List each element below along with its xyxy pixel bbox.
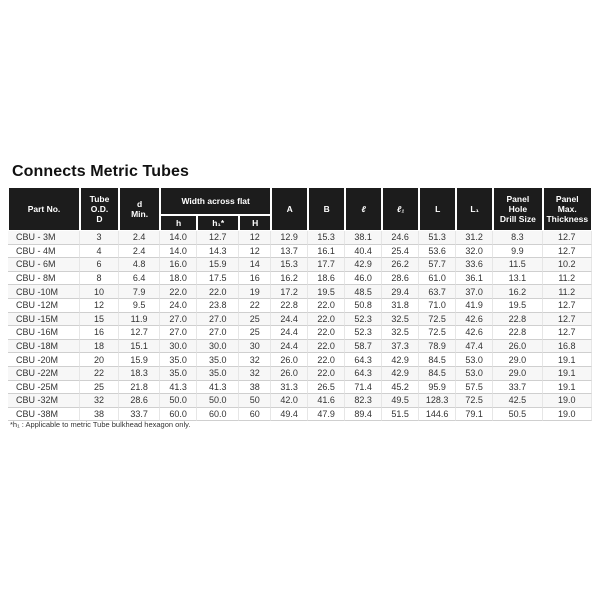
- cell-d-min: 18.3: [119, 367, 160, 381]
- cell-big-l: 61.0: [419, 272, 456, 286]
- cell-big-l: 95.9: [419, 381, 456, 395]
- header-tube-od: [80, 187, 119, 231]
- cell-l: 64.3: [345, 367, 382, 381]
- table-row: [8, 299, 592, 313]
- cell-tube-od: 22: [80, 367, 119, 381]
- table-row: [8, 258, 592, 272]
- cell-panel-hole: 29.0: [493, 353, 542, 367]
- cell-h1: 17.5: [197, 272, 239, 286]
- cell-l1: 28.6: [382, 272, 419, 286]
- cell-h: 14.0: [160, 245, 197, 259]
- cell-big-h: 38: [239, 381, 271, 395]
- cell-panel-hole: 22.8: [493, 313, 542, 327]
- cell-big-h: 50: [239, 394, 271, 408]
- cell-part-no: CBU - 3M: [8, 231, 80, 245]
- cell-d-min: 28.6: [119, 394, 160, 408]
- cell-h: 18.0: [160, 272, 197, 286]
- cell-panel-max: 16.8: [543, 340, 592, 354]
- cell-tube-od: 20: [80, 353, 119, 367]
- cell-h: 35.0: [160, 353, 197, 367]
- cell-b: 19.5: [308, 285, 345, 299]
- cell-b: 16.1: [308, 245, 345, 259]
- cell-big-l1: 33.6: [456, 258, 493, 272]
- cell-big-l: 71.0: [419, 299, 456, 313]
- cell-a: 24.4: [271, 326, 308, 340]
- cell-l: 42.9: [345, 258, 382, 272]
- cell-big-l1: 41.9: [456, 299, 493, 313]
- cell-panel-max: 12.7: [543, 313, 592, 327]
- table-row: [8, 381, 592, 395]
- cell-big-l1: 57.5: [456, 381, 493, 395]
- cell-part-no: CBU -18M: [8, 340, 80, 354]
- cell-tube-od: 15: [80, 313, 119, 327]
- cell-part-no: CBU -16M: [8, 326, 80, 340]
- table-body: [8, 231, 592, 421]
- cell-h1: 15.9: [197, 258, 239, 272]
- cell-big-l: 78.9: [419, 340, 456, 354]
- cell-l: 52.3: [345, 326, 382, 340]
- table-row: [8, 272, 592, 286]
- cell-d-min: 2.4: [119, 245, 160, 259]
- cell-l: 40.4: [345, 245, 382, 259]
- cell-part-no: CBU -22M: [8, 367, 80, 381]
- cell-panel-max: 19.1: [543, 367, 592, 381]
- header-h: h: [160, 215, 197, 231]
- header-l1: ℓ₁: [382, 187, 419, 231]
- cell-big-l: 51.3: [419, 231, 456, 245]
- cell-l: 52.3: [345, 313, 382, 327]
- cell-big-l: 72.5: [419, 313, 456, 327]
- table-row: [8, 353, 592, 367]
- cell-l1: 42.9: [382, 353, 419, 367]
- cell-d-min: 11.9: [119, 313, 160, 327]
- cell-big-l: 144.6: [419, 408, 456, 422]
- cell-b: 22.0: [308, 340, 345, 354]
- cell-part-no: CBU -12M: [8, 299, 80, 313]
- cell-h: 16.0: [160, 258, 197, 272]
- cell-h1: 23.8: [197, 299, 239, 313]
- cell-h1: 50.0: [197, 394, 239, 408]
- cell-b: 22.0: [308, 326, 345, 340]
- cell-panel-hole: 11.5: [493, 258, 542, 272]
- cell-a: 17.2: [271, 285, 308, 299]
- header-panel-max-line2: Max.: [557, 204, 577, 214]
- cell-b: 26.5: [308, 381, 345, 395]
- cell-big-l1: 31.2: [456, 231, 493, 245]
- cell-l1: 49.5: [382, 394, 419, 408]
- cell-tube-od: 25: [80, 381, 119, 395]
- cell-panel-max: 12.7: [543, 326, 592, 340]
- cell-b: 18.6: [308, 272, 345, 286]
- cell-d-min: 15.1: [119, 340, 160, 354]
- table-row: [8, 231, 592, 245]
- cell-d-min: 9.5: [119, 299, 160, 313]
- cell-a: 49.4: [271, 408, 308, 422]
- header-panel-max-line3: Thickness: [546, 214, 589, 224]
- cell-d-min: 2.4: [119, 231, 160, 245]
- cell-part-no: CBU - 6M: [8, 258, 80, 272]
- cell-l1: 31.8: [382, 299, 419, 313]
- cell-h1: 60.0: [197, 408, 239, 422]
- cell-panel-max: 19.1: [543, 381, 592, 395]
- cell-l: 71.4: [345, 381, 382, 395]
- cell-panel-hole: 13.1: [493, 272, 542, 286]
- cell-big-l1: 32.0: [456, 245, 493, 259]
- table-row: [8, 367, 592, 381]
- cell-panel-hole: 50.5: [493, 408, 542, 422]
- cell-big-l1: 47.4: [456, 340, 493, 354]
- cell-big-l1: 42.6: [456, 313, 493, 327]
- cell-tube-od: 4: [80, 245, 119, 259]
- cell-a: 31.3: [271, 381, 308, 395]
- cell-d-min: 15.9: [119, 353, 160, 367]
- header-h1: h₁*: [197, 215, 239, 231]
- cell-part-no: CBU - 8M: [8, 272, 80, 286]
- cell-panel-max: 19.0: [543, 408, 592, 422]
- cell-big-h: 25: [239, 313, 271, 327]
- cell-h1: 12.7: [197, 231, 239, 245]
- cell-h1: 35.0: [197, 367, 239, 381]
- cell-tube-od: 6: [80, 258, 119, 272]
- cell-big-h: 16: [239, 272, 271, 286]
- cell-tube-od: 38: [80, 408, 119, 422]
- cell-h: 27.0: [160, 313, 197, 327]
- cell-d-min: 12.7: [119, 326, 160, 340]
- cell-h: 14.0: [160, 231, 197, 245]
- cell-tube-od: 32: [80, 394, 119, 408]
- cell-d-min: 7.9: [119, 285, 160, 299]
- cell-h: 27.0: [160, 326, 197, 340]
- cell-l1: 26.2: [382, 258, 419, 272]
- cell-a: 12.9: [271, 231, 308, 245]
- cell-tube-od: 10: [80, 285, 119, 299]
- cell-a: 42.0: [271, 394, 308, 408]
- cell-l: 48.5: [345, 285, 382, 299]
- cell-h1: 22.0: [197, 285, 239, 299]
- cell-panel-hole: 19.5: [493, 299, 542, 313]
- cell-big-h: 60: [239, 408, 271, 422]
- cell-l1: 29.4: [382, 285, 419, 299]
- header-panel-hole-line1: Panel: [506, 194, 530, 204]
- header-big-l: L: [419, 187, 456, 231]
- cell-panel-hole: 29.0: [493, 367, 542, 381]
- cell-l1: 24.6: [382, 231, 419, 245]
- cell-a: 24.4: [271, 313, 308, 327]
- cell-h1: 27.0: [197, 326, 239, 340]
- header-panel-max-line1: Panel: [555, 194, 579, 204]
- cell-big-h: 12: [239, 231, 271, 245]
- cell-a: 22.8: [271, 299, 308, 313]
- cell-l1: 45.2: [382, 381, 419, 395]
- cell-h: 35.0: [160, 367, 197, 381]
- cell-big-l1: 79.1: [456, 408, 493, 422]
- header-l: ℓ: [345, 187, 382, 231]
- spec-table: [8, 187, 592, 421]
- cell-panel-hole: 33.7: [493, 381, 542, 395]
- cell-l1: 32.5: [382, 326, 419, 340]
- cell-big-h: 25: [239, 326, 271, 340]
- cell-d-min: 33.7: [119, 408, 160, 422]
- header-panel-hole-line3: Drill Size: [499, 214, 536, 224]
- cell-l: 50.8: [345, 299, 382, 313]
- cell-part-no: CBU - 4M: [8, 245, 80, 259]
- cell-tube-od: 3: [80, 231, 119, 245]
- cell-big-h: 22: [239, 299, 271, 313]
- cell-big-l1: 72.5: [456, 394, 493, 408]
- cell-h: 60.0: [160, 408, 197, 422]
- cell-big-l: 53.6: [419, 245, 456, 259]
- cell-b: 15.3: [308, 231, 345, 245]
- cell-h: 22.0: [160, 285, 197, 299]
- cell-l: 64.3: [345, 353, 382, 367]
- header-tube-od-line1: Tube: [89, 194, 110, 204]
- header-big-l1: L₁: [456, 187, 493, 231]
- cell-panel-hole: 9.9: [493, 245, 542, 259]
- cell-tube-od: 18: [80, 340, 119, 354]
- header-width-across-flat: Width across flat: [160, 187, 271, 215]
- cell-h1: 41.3: [197, 381, 239, 395]
- table-row: [8, 326, 592, 340]
- cell-big-l: 63.7: [419, 285, 456, 299]
- cell-l: 38.1: [345, 231, 382, 245]
- cell-h1: 35.0: [197, 353, 239, 367]
- cell-panel-hole: 26.0: [493, 340, 542, 354]
- header-tube-od-line3: D: [96, 214, 103, 224]
- cell-big-l: 84.5: [419, 353, 456, 367]
- cell-panel-max: 11.2: [543, 272, 592, 286]
- cell-panel-max: 10.2: [543, 258, 592, 272]
- cell-tube-od: 16: [80, 326, 119, 340]
- cell-big-l1: 53.0: [456, 353, 493, 367]
- cell-part-no: CBU -32M: [8, 394, 80, 408]
- cell-h: 50.0: [160, 394, 197, 408]
- cell-d-min: 6.4: [119, 272, 160, 286]
- footnote: *h₁ : Applicable to metric Tube bulkhead hexagon only.: [10, 420, 191, 429]
- cell-h: 41.3: [160, 381, 197, 395]
- cell-a: 26.0: [271, 353, 308, 367]
- cell-panel-max: 12.7: [543, 231, 592, 245]
- cell-a: 26.0: [271, 367, 308, 381]
- cell-d-min: 4.8: [119, 258, 160, 272]
- header-d-min-line2: Min.: [131, 209, 149, 219]
- header-panel-hole-line2: Hole: [508, 204, 528, 214]
- table-row: [8, 285, 592, 299]
- cell-b: 47.9: [308, 408, 345, 422]
- cell-panel-max: 19.0: [543, 394, 592, 408]
- cell-part-no: CBU -10M: [8, 285, 80, 299]
- cell-a: 15.3: [271, 258, 308, 272]
- cell-panel-max: 12.7: [543, 245, 592, 259]
- cell-b: 22.0: [308, 313, 345, 327]
- cell-big-l1: 36.1: [456, 272, 493, 286]
- table-row: [8, 394, 592, 408]
- cell-l: 46.0: [345, 272, 382, 286]
- header-d-min-line1: d: [136, 199, 143, 209]
- table-row: [8, 245, 592, 259]
- cell-panel-max: 12.7: [543, 299, 592, 313]
- cell-panel-max: 11.2: [543, 285, 592, 299]
- cell-b: 22.0: [308, 299, 345, 313]
- cell-part-no: CBU -20M: [8, 353, 80, 367]
- header-big-h: H: [239, 215, 271, 231]
- cell-panel-hole: 22.8: [493, 326, 542, 340]
- cell-big-l1: 53.0: [456, 367, 493, 381]
- cell-a: 13.7: [271, 245, 308, 259]
- cell-big-l: 84.5: [419, 367, 456, 381]
- cell-part-no: CBU -38M: [8, 408, 80, 422]
- cell-d-min: 21.8: [119, 381, 160, 395]
- cell-panel-hole: 8.3: [493, 231, 542, 245]
- cell-part-no: CBU -15M: [8, 313, 80, 327]
- cell-h1: 27.0: [197, 313, 239, 327]
- table-header: [8, 187, 592, 231]
- cell-h: 24.0: [160, 299, 197, 313]
- cell-big-h: 14: [239, 258, 271, 272]
- cell-panel-hole: 16.2: [493, 285, 542, 299]
- cell-l1: 51.5: [382, 408, 419, 422]
- cell-big-l1: 42.6: [456, 326, 493, 340]
- cell-b: 22.0: [308, 367, 345, 381]
- header-a: A: [271, 187, 308, 231]
- cell-part-no: CBU -25M: [8, 381, 80, 395]
- page-title: Connects Metric Tubes: [12, 163, 189, 180]
- cell-big-h: 32: [239, 367, 271, 381]
- cell-tube-od: 8: [80, 272, 119, 286]
- cell-panel-max: 19.1: [543, 353, 592, 367]
- cell-l1: 42.9: [382, 367, 419, 381]
- cell-b: 41.6: [308, 394, 345, 408]
- cell-big-l: 57.7: [419, 258, 456, 272]
- cell-b: 17.7: [308, 258, 345, 272]
- cell-l: 82.3: [345, 394, 382, 408]
- cell-l: 58.7: [345, 340, 382, 354]
- cell-h1: 14.3: [197, 245, 239, 259]
- cell-big-l: 128.3: [419, 394, 456, 408]
- header-panel-max: [543, 187, 592, 231]
- cell-a: 24.4: [271, 340, 308, 354]
- header-d-min: [119, 187, 160, 231]
- cell-big-h: 32: [239, 353, 271, 367]
- header-b: B: [308, 187, 345, 231]
- cell-tube-od: 12: [80, 299, 119, 313]
- cell-big-h: 19: [239, 285, 271, 299]
- cell-big-h: 30: [239, 340, 271, 354]
- header-part-no: Part No.: [8, 187, 80, 231]
- cell-panel-hole: 42.5: [493, 394, 542, 408]
- cell-a: 16.2: [271, 272, 308, 286]
- table-row: [8, 340, 592, 354]
- header-panel-hole: [493, 187, 542, 231]
- cell-l1: 32.5: [382, 313, 419, 327]
- cell-l1: 37.3: [382, 340, 419, 354]
- cell-big-l1: 37.0: [456, 285, 493, 299]
- cell-big-h: 12: [239, 245, 271, 259]
- cell-l: 89.4: [345, 408, 382, 422]
- cell-h1: 30.0: [197, 340, 239, 354]
- cell-big-l: 72.5: [419, 326, 456, 340]
- cell-h: 30.0: [160, 340, 197, 354]
- cell-l1: 25.4: [382, 245, 419, 259]
- table-row: [8, 313, 592, 327]
- cell-b: 22.0: [308, 353, 345, 367]
- header-tube-od-line2: O.D.: [90, 204, 109, 214]
